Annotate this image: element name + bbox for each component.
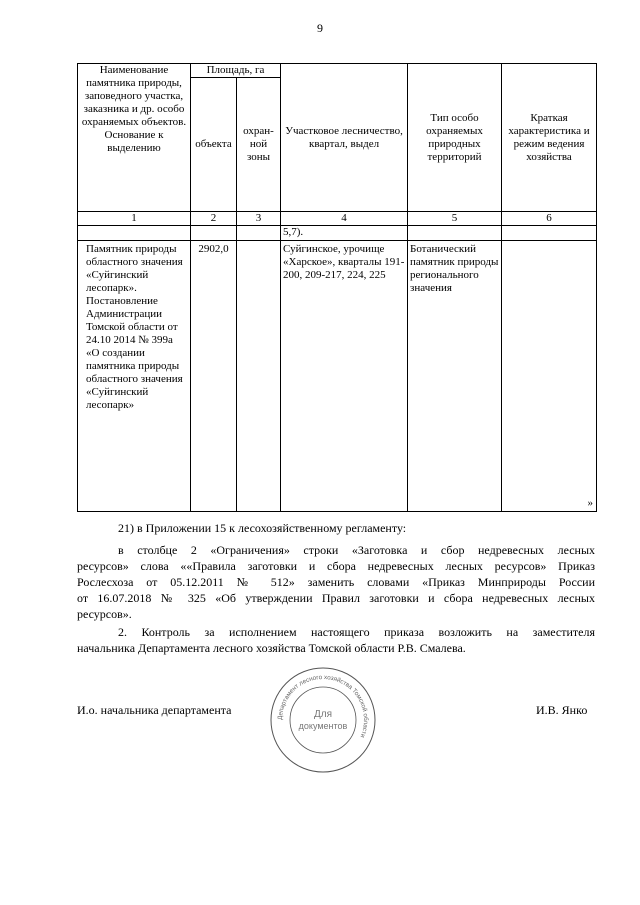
- forest-monuments-table: [77, 63, 597, 512]
- paragraph-21-line4: от 16.07.2018 № 325 «Об утверждении Правил заготовки и сбора недревесных лесных: [77, 591, 595, 605]
- column-number: 2: [191, 212, 237, 226]
- table-row: [78, 241, 597, 512]
- header-area: Площадь, га: [191, 64, 281, 78]
- column-number: 4: [281, 212, 408, 226]
- header-area-zone-line3: зоны: [246, 151, 271, 163]
- paragraph-2-line1: 2. Контроль за исполнением настоящего приказа возложить на заместителя: [118, 625, 595, 639]
- stamp-inner-ring: [290, 687, 356, 753]
- header-name: Наименование памятника природы, заповедного участка, заказника и др. особо охраняемых объектов. Основание к выделению: [78, 64, 191, 212]
- paragraph-21-line5: ресурсов».: [77, 607, 132, 621]
- signature-position: И.о. начальника департамента: [77, 703, 232, 717]
- carry-over-row: [78, 226, 597, 241]
- column-number: 5: [408, 212, 502, 226]
- area-zone-value: [237, 241, 281, 512]
- column-number: 3: [237, 212, 281, 226]
- header-area-object: объекта: [191, 78, 237, 212]
- stamp-outer-ring: [271, 668, 375, 772]
- paragraph-21-title: 21) в Приложении 15 к лесохозяйственному регламенту:: [118, 521, 407, 535]
- stamp: [268, 665, 378, 775]
- stamp-ring-text: Департамент лесного хозяйства Томской области: [276, 673, 370, 739]
- header-area-zone: [237, 78, 281, 212]
- carry-over-text: 5,7).: [281, 226, 408, 241]
- signature-name: И.В. Янко: [536, 703, 588, 717]
- stamp-line2: документов: [298, 721, 348, 731]
- paragraph-21-line1: в столбце 2 «Ограничения» строки «Заготовка и сбор недревесных лесных: [118, 543, 595, 557]
- paragraph-2-line2: начальника Департамента лесного хозяйства Томской области Р.В. Смалева.: [77, 641, 466, 655]
- page-number: 9: [317, 21, 323, 35]
- header-area-zone-line1: охран-: [243, 125, 274, 137]
- column-number: 1: [78, 212, 191, 226]
- closing-quote: »: [587, 497, 594, 509]
- brief-value: [502, 241, 597, 512]
- column-number: 6: [502, 212, 597, 226]
- header-brief: Краткая характеристика и режим ведения хозяйства: [502, 64, 597, 212]
- area-object-value: 2902,0: [191, 241, 237, 512]
- paragraph-21-line2: ресурсов» слова ««Правила заготовки и сбора недревесных лесных ресурсов» Приказ: [77, 559, 595, 573]
- header-type: Тип особо охраняемых природных территорий: [408, 64, 502, 212]
- forestry-value: Суйгинское, урочище «Харское», кварталы 191-200, 209-217, 224, 225: [281, 241, 408, 512]
- stamp-line1: Для: [313, 709, 333, 720]
- monument-name: Памятник природы областного значения «Суйгинский лесопарк». Постановление Администрации Томской области от 24.10 2014 № 399а «О создании памятника природы областного значения «Суйгинский лесопарк»: [78, 241, 191, 512]
- territory-type-value: Ботанический памятник природы регионального значения: [408, 241, 502, 512]
- header-area-zone-line2: ной: [249, 138, 268, 150]
- column-numbers-row: [78, 212, 597, 226]
- paragraph-21-line3: Рослесхоза от 05.12.2011 № 512» заменить словами «Приказ Минприроды России: [77, 575, 595, 589]
- header-forestry: Участковое лесничество, квартал, выдел: [281, 64, 408, 212]
